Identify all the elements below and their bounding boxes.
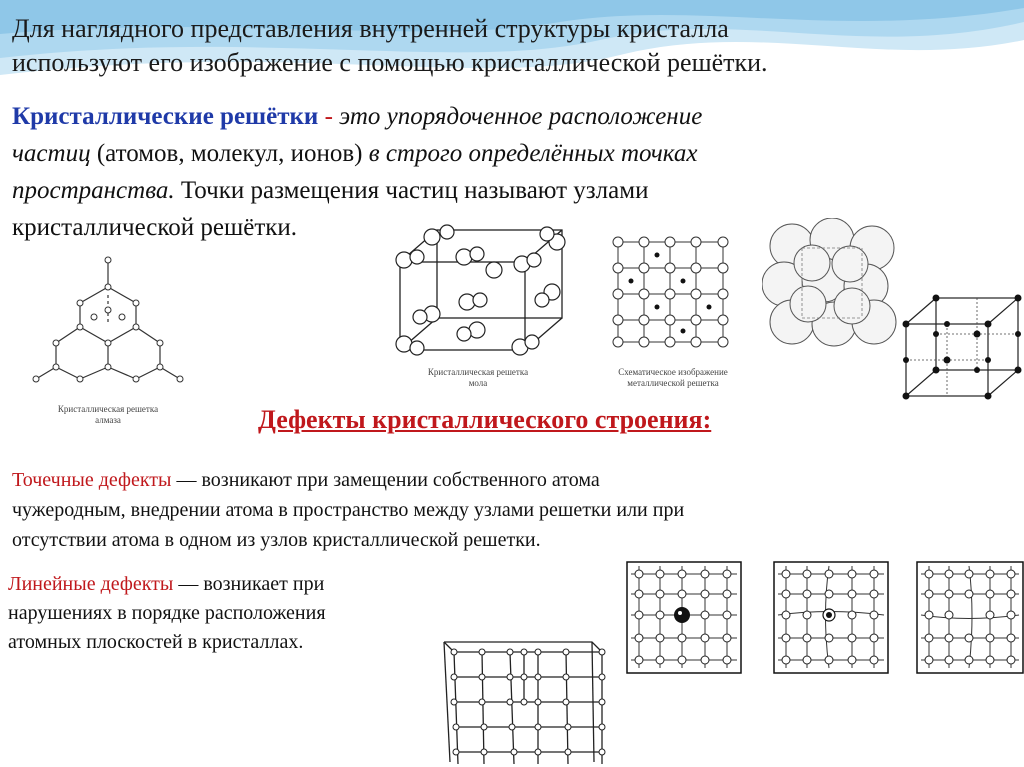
point-defects-line-1: — возникают при замещении собственного атома [171,469,600,491]
point-defects-term: Точечные дефекты [12,469,172,491]
dislocation-lattice-figure [432,632,610,767]
diamond-caption-line-2: алмаза [95,415,121,425]
metallic-caption-line-1: Схематическое изображение [618,367,728,377]
intro-line-1: Для наглядного представления внутренней структуры кристалла [12,14,729,43]
definition-term: Кристаллические решётки [12,103,319,130]
point-defects-paragraph [12,465,684,555]
metallic-lattice-figure [608,232,733,350]
intro-text [12,12,768,80]
definition-space: пространства. [12,177,175,204]
metallic-caption [598,367,748,389]
point-defects-line-2: чужеродным, внедрении атома в пространство между узлами решетки или при [12,499,685,521]
molecular-caption-line-1: Кристаллическая решетка [427,367,529,377]
definition-line-1: это упорядоченное расположение [339,103,703,130]
vacancy-defect-grid [915,560,1024,675]
linear-defects-line-2: нарушениях в порядке расположения [8,602,326,624]
linear-defects-line-1: — возникает при [173,573,325,595]
linear-defects-line-3: атомных плоскостей в кристаллах. [8,631,304,653]
point-defects-line-3: отсутствии атома в одном из узлов кристаллической решетки. [12,529,541,551]
molecular-caption-line-2: мола [468,378,488,388]
intro-line-2: используют его изображение с помощью кристаллической решётки. [12,48,768,77]
linear-defects-paragraph [8,570,326,657]
definition-points: в строго определённых точках [368,140,698,167]
substitution-defect-grid [772,560,890,675]
close-packed-spheres-figure [762,218,902,358]
cubic-lattice-figure [900,292,1024,402]
metallic-caption-line-2: металлической решетка [627,378,719,388]
molecular-caption [398,367,558,389]
diamond-lattice-figure [28,255,188,405]
diamond-caption-line-1: Кристаллическая решетка [57,404,159,414]
definition-particles: частиц [12,140,91,167]
definition-line-4: кристаллической решётки. [12,214,298,241]
diamond-caption [38,404,178,426]
interstitial-defect-grid [625,560,743,675]
definition-paragraph [12,98,702,246]
definition-particle-types: (атомов, молекул, ионов) [90,140,369,167]
definition-nodes: Точки размещения частиц называют узлами [174,177,649,204]
defects-heading: Дефекты кристаллического строения: [258,405,712,434]
definition-dash: - [318,103,340,130]
molecular-lattice-figure [392,222,578,367]
linear-defects-term: Линейные дефекты [8,573,174,595]
